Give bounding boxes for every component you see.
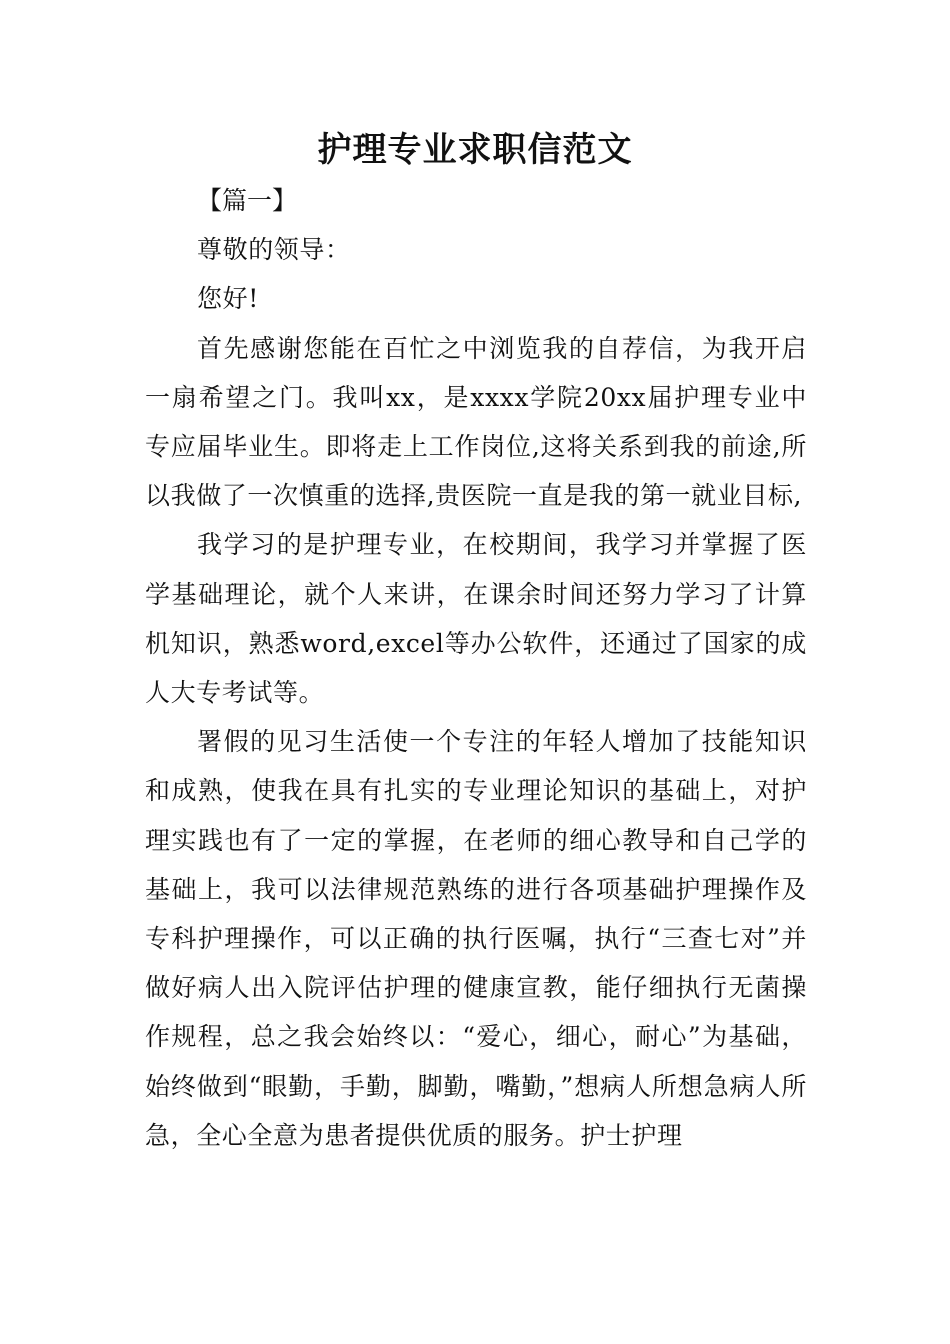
paragraph-internship: 署假的见习生活使一个专注的年轻人增加了技能知识和成熟，使我在具有扎实的专业理论知识的基础上，对护理实践也有了一定的掌握，在老师的细心教导和自己学的基础上，我可以法律规范熟练的进行各项基础护理操作及专科护理操作，可以正确的执行医嘱，执行“三查七对”并做好病人出入院评估护理的健康宣教，能仔细执行无菌操作规程，总之我会始终以：“爱心，细心，耐心”为基础，始终做到“眼勤，手勤，脚勤，嘴勤，”想病人所想急病人所急，全心全意为患者提供优质的服务。护士护理 [145, 727, 807, 1150]
document-body [145, 176, 807, 1160]
greeting: 您好! [197, 284, 259, 314]
document-title: 护理专业求职信范文 [317, 130, 633, 170]
paragraph-education: 我学习的是护理专业，在校期间，我学习并掌握了医学基础理论，就个人来讲，在课余时间还努力学习了计算机知识，熟悉word,excel等办公软件，还通过了国家的成人大专考试等。 [145, 530, 807, 708]
paragraph-intro: 首先感谢您能在百忙之中浏览我的自荐信，为我开启一扇希望之门。我叫xx，是xxxx学院20xx届护理专业中专应届毕业生。即将走上工作岗位,这将关系到我的前途,所以我做了一次慎重的选择,贵医院一直是我的第一就业目标, [145, 333, 807, 511]
salutation: 尊敬的领导： [197, 235, 351, 265]
section-marker: 【篇一】 [197, 186, 298, 215]
